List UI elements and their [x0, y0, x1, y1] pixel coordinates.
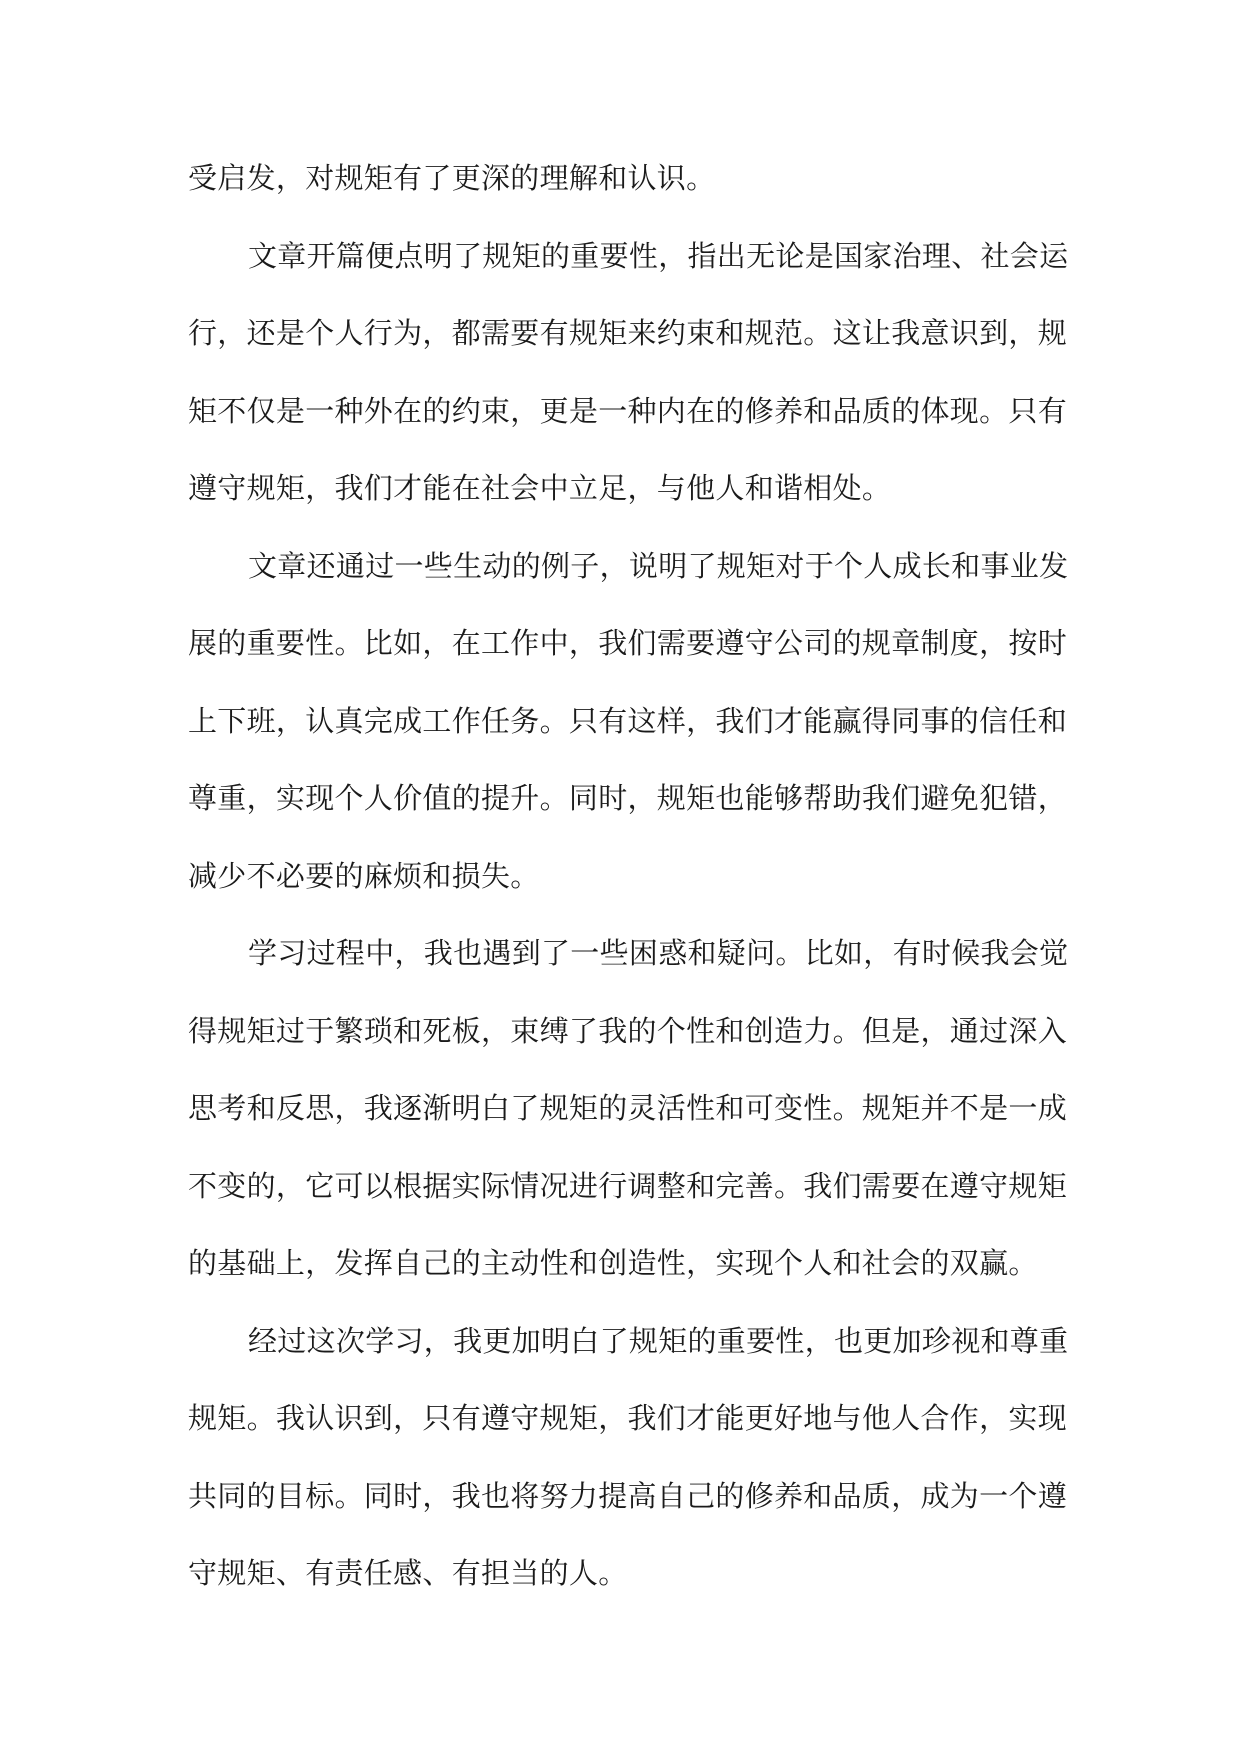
document-body	[188, 140, 1069, 1613]
text-line: 遵守规矩，我们才能在社会中立足，与他人和谐相处。	[188, 471, 892, 505]
text-line: 受启发，对规矩有了更深的理解和认识。	[188, 161, 716, 195]
text-line: 尊重，实现个人价值的提升。同时，规矩也能够帮助我们避免犯错，	[188, 781, 1068, 815]
text-line: 规矩。我认识到，只有遵守规矩，我们才能更好地与他人合作，实现	[188, 1401, 1068, 1435]
text-line: 得规矩过于繁琐和死板，束缚了我的个性和创造力。但是，通过深入	[188, 1013, 1068, 1048]
text-line: 思考和反思，我逐渐明白了规矩的灵活性和可变性。规矩并不是一成	[188, 1091, 1068, 1125]
text-line: 行，还是个人行为，都需要有规矩来约束和规范。这让我意识到，规	[188, 316, 1068, 350]
text-line: 守规矩、有责任感、有担当的人。	[188, 1556, 628, 1590]
text-line: 文章开篇便点明了规矩的重要性，指出无论是国家治理、社会运	[248, 238, 1069, 273]
text-line: 学习过程中，我也遇到了一些困惑和疑问。比如，有时候我会觉	[248, 936, 1069, 970]
text-line: 的基础上，发挥自己的主动性和创造性，实现个人和社会的双赢。	[188, 1246, 1038, 1280]
text-line: 不变的，它可以根据实际情况进行调整和完善。我们需要在遵守规矩	[188, 1168, 1068, 1203]
text-line: 经过这次学习，我更加明白了规矩的重要性，也更加珍视和尊重	[248, 1323, 1069, 1358]
text-line: 展的重要性。比如，在工作中，我们需要遵守公司的规章制度，按时	[188, 626, 1068, 660]
text-line: 共同的目标。同时，我也将努力提高自己的修养和品质，成为一个遵	[188, 1478, 1068, 1513]
text-line: 矩不仅是一种外在的约束，更是一种内在的修养和品质的体现。只有	[188, 393, 1068, 428]
text-line: 上下班，认真完成工作任务。只有这样，我们才能赢得同事的信任和	[188, 703, 1068, 738]
text-line: 文章还通过一些生动的例子，说明了规矩对于个人成长和事业发	[248, 548, 1069, 583]
text-line: 减少不必要的麻烦和损失。	[188, 858, 540, 893]
